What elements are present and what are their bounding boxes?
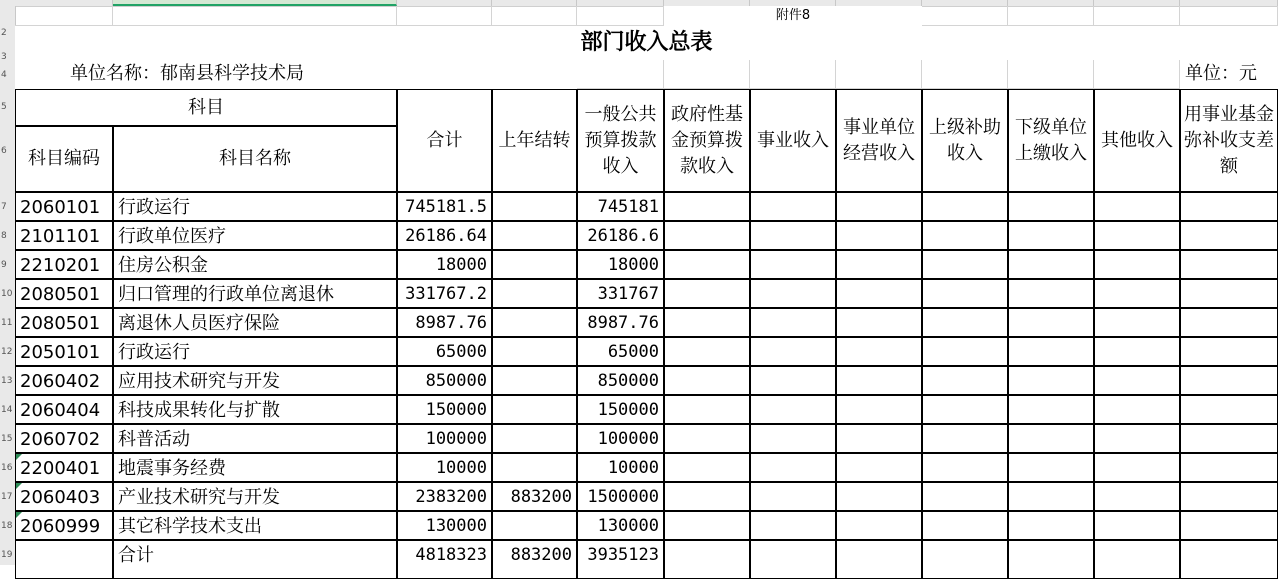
- empty-cell[interactable]: [1094, 395, 1180, 424]
- empty-cell[interactable]: [1094, 540, 1180, 579]
- header-other-income[interactable]: 其他收入: [1094, 89, 1180, 192]
- amount-cell-general[interactable]: 65000: [577, 337, 664, 366]
- amount-cell-general[interactable]: 331767: [577, 279, 664, 308]
- subject-name-cell[interactable]: 行政单位医疗: [113, 221, 397, 250]
- row-number[interactable]: 15: [1, 434, 13, 444]
- empty-cell[interactable]: [1094, 453, 1180, 482]
- subject-code-cell[interactable]: 2060702: [15, 424, 113, 453]
- subject-code-cell[interactable]: 2210201: [15, 250, 113, 279]
- row-number[interactable]: 4: [1, 70, 7, 80]
- empty-cell[interactable]: [1094, 221, 1180, 250]
- empty-cell[interactable]: [1180, 482, 1278, 511]
- subject-code-cell[interactable]: 2060101: [15, 192, 113, 221]
- empty-cell[interactable]: [750, 279, 836, 308]
- unit-name: 单位名称：郁南县科学技术局: [15, 60, 577, 89]
- header-carryover[interactable]: 上年结转: [492, 89, 577, 192]
- grid-cell[interactable]: [1094, 6, 1180, 26]
- empty-cell[interactable]: [1008, 482, 1094, 511]
- empty-cell[interactable]: [1180, 366, 1278, 395]
- empty-cell[interactable]: [922, 221, 1008, 250]
- empty-cell[interactable]: [836, 511, 922, 540]
- amount-cell-total[interactable]: 100000: [397, 424, 492, 453]
- subject-name-cell[interactable]: 行政运行: [113, 337, 397, 366]
- empty-cell[interactable]: [1180, 395, 1278, 424]
- header-fund-cover[interactable]: 用事业基金弥补收支差额: [1180, 89, 1278, 192]
- amount-cell-general[interactable]: 1500000: [577, 482, 664, 511]
- header-subject-name[interactable]: 科目名称: [113, 126, 397, 192]
- amount-cell-carry[interactable]: [492, 453, 577, 482]
- amount-cell-general[interactable]: 18000: [577, 250, 664, 279]
- amount-cell-carry[interactable]: [492, 221, 577, 250]
- unit-label: 单位：元: [1180, 60, 1278, 89]
- empty-cell[interactable]: [750, 366, 836, 395]
- empty-cell[interactable]: [922, 192, 1008, 221]
- grid-cell[interactable]: [1008, 60, 1094, 89]
- empty-cell[interactable]: [922, 453, 1008, 482]
- subject-name-cell[interactable]: 行政运行: [113, 192, 397, 221]
- empty-cell[interactable]: [1008, 366, 1094, 395]
- grid-cell[interactable]: [750, 60, 836, 89]
- empty-cell[interactable]: [1180, 453, 1278, 482]
- empty-cell[interactable]: [664, 192, 750, 221]
- total-cell-general[interactable]: 3935123: [577, 540, 664, 579]
- empty-cell[interactable]: [1180, 337, 1278, 366]
- empty-cell[interactable]: [1008, 221, 1094, 250]
- empty-cell[interactable]: [664, 395, 750, 424]
- empty-cell[interactable]: [1094, 511, 1180, 540]
- amount-cell-general[interactable]: 150000: [577, 395, 664, 424]
- subject-name-cell[interactable]: 离退休人员医疗保险: [113, 308, 397, 337]
- comment-marker-icon: [16, 454, 22, 460]
- subject-name-cell[interactable]: 产业技术研究与开发: [113, 482, 397, 511]
- grid-cell[interactable]: [397, 6, 492, 26]
- amount-cell-total[interactable]: 745181.5: [397, 192, 492, 221]
- subject-code-cell[interactable]: 2080501: [15, 279, 113, 308]
- amount-cell-carry[interactable]: [492, 337, 577, 366]
- amount-cell-total[interactable]: 18000: [397, 250, 492, 279]
- empty-cell[interactable]: [664, 279, 750, 308]
- grid-cell[interactable]: [1008, 6, 1094, 26]
- amount-cell-carry[interactable]: [492, 511, 577, 540]
- empty-cell[interactable]: [1008, 279, 1094, 308]
- empty-cell[interactable]: [750, 453, 836, 482]
- empty-cell[interactable]: [836, 221, 922, 250]
- header-upper-subsidy[interactable]: 上级补助收入: [922, 89, 1008, 192]
- subject-name-cell[interactable]: 归口管理的行政单位离退休: [113, 279, 397, 308]
- amount-cell-carry[interactable]: [492, 424, 577, 453]
- subject-name-cell[interactable]: 住房公积金: [113, 250, 397, 279]
- grid-cell[interactable]: [922, 6, 1008, 26]
- empty-cell[interactable]: [750, 424, 836, 453]
- grid-cell[interactable]: [577, 60, 664, 89]
- empty-cell[interactable]: [922, 395, 1008, 424]
- empty-cell[interactable]: [1008, 540, 1094, 579]
- grid-cell[interactable]: [492, 6, 577, 26]
- empty-cell[interactable]: [1094, 337, 1180, 366]
- subject-code-cell[interactable]: 2200401: [15, 453, 113, 482]
- comment-marker-icon: [16, 483, 22, 489]
- empty-cell[interactable]: [750, 192, 836, 221]
- grid-cell[interactable]: [836, 60, 922, 89]
- amount-cell-carry[interactable]: 883200: [492, 482, 577, 511]
- empty-cell[interactable]: [664, 308, 750, 337]
- empty-cell[interactable]: [1180, 424, 1278, 453]
- empty-cell[interactable]: [836, 337, 922, 366]
- subject-code-cell[interactable]: 2060999: [15, 511, 113, 540]
- header-general-budget[interactable]: 一般公共预算拨款收入: [577, 89, 664, 192]
- empty-cell[interactable]: [1008, 395, 1094, 424]
- empty-cell[interactable]: [1180, 511, 1278, 540]
- amount-cell-general[interactable]: 745181: [577, 192, 664, 221]
- amount-cell-total[interactable]: 65000: [397, 337, 492, 366]
- empty-cell[interactable]: [664, 250, 750, 279]
- empty-cell[interactable]: [1180, 308, 1278, 337]
- empty-cell[interactable]: [1180, 540, 1278, 579]
- empty-cell[interactable]: [664, 221, 750, 250]
- empty-cell[interactable]: [922, 337, 1008, 366]
- comment-marker-icon: [16, 512, 22, 518]
- grid-cell[interactable]: [1180, 6, 1278, 26]
- row-number[interactable]: 9: [1, 260, 7, 270]
- empty-cell[interactable]: [664, 540, 750, 579]
- amount-cell-general[interactable]: 26186.6: [577, 221, 664, 250]
- amount-cell-general[interactable]: 130000: [577, 511, 664, 540]
- amount-cell-total[interactable]: 2383200: [397, 482, 492, 511]
- total-label[interactable]: 合计: [113, 540, 397, 579]
- empty-cell[interactable]: [836, 250, 922, 279]
- subject-name-cell[interactable]: 地震事务经费: [113, 453, 397, 482]
- header-operating-income[interactable]: 事业单位经营收入: [836, 89, 922, 192]
- empty-cell[interactable]: [750, 482, 836, 511]
- amount-cell-total[interactable]: 8987.76: [397, 308, 492, 337]
- header-subject-code[interactable]: 科目编码: [15, 126, 113, 192]
- header-business-income[interactable]: 事业收入: [750, 89, 836, 192]
- total-cell-total[interactable]: 4818323: [397, 540, 492, 579]
- subject-code-cell[interactable]: 2060403: [15, 482, 113, 511]
- subject-code-cell[interactable]: 2101101: [15, 221, 113, 250]
- empty-cell[interactable]: [836, 395, 922, 424]
- empty-cell[interactable]: [1094, 308, 1180, 337]
- amount-cell-total[interactable]: 26186.64: [397, 221, 492, 250]
- subject-code-cell[interactable]: 2050101: [15, 337, 113, 366]
- empty-cell[interactable]: [922, 424, 1008, 453]
- annex-label: 附件8: [664, 6, 922, 26]
- amount-cell-carry[interactable]: [492, 366, 577, 395]
- empty-cell[interactable]: [1008, 511, 1094, 540]
- empty-cell[interactable]: [922, 250, 1008, 279]
- empty-cell[interactable]: [750, 540, 836, 579]
- empty-cell[interactable]: [922, 366, 1008, 395]
- amount-cell-carry[interactable]: [492, 192, 577, 221]
- subject-name-cell[interactable]: 科普活动: [113, 424, 397, 453]
- amount-cell-general[interactable]: 850000: [577, 366, 664, 395]
- amount-cell-general[interactable]: 10000: [577, 453, 664, 482]
- amount-cell-carry[interactable]: [492, 395, 577, 424]
- amount-cell-total[interactable]: 331767.2: [397, 279, 492, 308]
- empty-cell[interactable]: [664, 453, 750, 482]
- row-number[interactable]: 10: [1, 289, 13, 299]
- amount-cell-carry[interactable]: [492, 308, 577, 337]
- empty-cell[interactable]: [1008, 453, 1094, 482]
- header-gov-fund[interactable]: 政府性基金预算拨款收入: [664, 89, 750, 192]
- empty-cell[interactable]: [664, 337, 750, 366]
- grid-cell[interactable]: [15, 6, 113, 26]
- subject-code-cell[interactable]: 2060402: [15, 366, 113, 395]
- empty-cell[interactable]: [750, 337, 836, 366]
- total-cell-carry[interactable]: 883200: [492, 540, 577, 579]
- row-number[interactable]: 12: [1, 347, 13, 357]
- amount-cell-carry[interactable]: [492, 279, 577, 308]
- amount-cell-total[interactable]: 130000: [397, 511, 492, 540]
- empty-cell[interactable]: [836, 192, 922, 221]
- subject-name-cell[interactable]: 科技成果转化与扩散: [113, 395, 397, 424]
- empty-cell[interactable]: [1094, 279, 1180, 308]
- empty-cell[interactable]: [750, 308, 836, 337]
- amount-cell-total[interactable]: 10000: [397, 453, 492, 482]
- empty-cell[interactable]: [836, 424, 922, 453]
- empty-cell[interactable]: [1094, 192, 1180, 221]
- empty-cell[interactable]: [664, 424, 750, 453]
- grid-cell[interactable]: [1094, 60, 1180, 89]
- row-number[interactable]: 2: [1, 28, 7, 38]
- empty-cell[interactable]: [750, 511, 836, 540]
- amount-cell-general[interactable]: 8987.76: [577, 308, 664, 337]
- row-number[interactable]: 13: [1, 376, 13, 386]
- grid-cell[interactable]: [922, 60, 1008, 89]
- subject-code-cell[interactable]: 2060404: [15, 395, 113, 424]
- empty-cell[interactable]: [836, 366, 922, 395]
- header-lower-remit[interactable]: 下级单位上缴收入: [1008, 89, 1094, 192]
- empty-cell[interactable]: [922, 279, 1008, 308]
- row-number[interactable]: 11: [1, 318, 13, 328]
- row-number[interactable]: 17: [1, 492, 13, 502]
- amount-cell-general[interactable]: 100000: [577, 424, 664, 453]
- empty-cell[interactable]: [1094, 366, 1180, 395]
- subject-code-cell[interactable]: 2080501: [15, 308, 113, 337]
- row-number[interactable]: 14: [1, 405, 13, 415]
- empty-cell[interactable]: [836, 308, 922, 337]
- empty-cell[interactable]: [922, 511, 1008, 540]
- row-number[interactable]: 19: [1, 550, 13, 560]
- empty-cell[interactable]: [750, 250, 836, 279]
- empty-cell[interactable]: [836, 279, 922, 308]
- empty-cell[interactable]: [1008, 192, 1094, 221]
- empty-cell[interactable]: [1180, 250, 1278, 279]
- empty-cell[interactable]: [664, 482, 750, 511]
- row-number[interactable]: 6: [1, 146, 7, 156]
- empty-cell[interactable]: [1008, 250, 1094, 279]
- row-number[interactable]: 16: [1, 463, 13, 473]
- empty-cell[interactable]: [1008, 337, 1094, 366]
- empty-cell[interactable]: [1180, 192, 1278, 221]
- empty-cell[interactable]: [1180, 279, 1278, 308]
- subject-name-cell[interactable]: 其它科学技术支出: [113, 511, 397, 540]
- empty-cell[interactable]: [664, 366, 750, 395]
- empty-cell[interactable]: [922, 540, 1008, 579]
- empty-cell[interactable]: [1094, 250, 1180, 279]
- empty-cell[interactable]: [1008, 308, 1094, 337]
- empty-cell[interactable]: [836, 453, 922, 482]
- empty-cell[interactable]: [750, 221, 836, 250]
- grid-cell[interactable]: [577, 6, 664, 26]
- header-total[interactable]: 合计: [397, 89, 492, 192]
- row-number[interactable]: 5: [1, 102, 7, 112]
- empty-cell[interactable]: [1180, 221, 1278, 250]
- header-subject[interactable]: 科目: [15, 89, 397, 126]
- total-code-cell[interactable]: [15, 540, 113, 579]
- grid-cell[interactable]: [113, 6, 397, 26]
- subject-name-cell[interactable]: 应用技术研究与开发: [113, 366, 397, 395]
- grid-cell[interactable]: [664, 60, 750, 89]
- empty-cell[interactable]: [1094, 424, 1180, 453]
- row-number[interactable]: 7: [1, 202, 7, 212]
- empty-cell[interactable]: [836, 540, 922, 579]
- empty-cell[interactable]: [922, 482, 1008, 511]
- row-number[interactable]: 3: [1, 52, 7, 62]
- empty-cell[interactable]: [1094, 482, 1180, 511]
- amount-cell-total[interactable]: 150000: [397, 395, 492, 424]
- amount-cell-total[interactable]: 850000: [397, 366, 492, 395]
- empty-cell[interactable]: [750, 395, 836, 424]
- empty-cell[interactable]: [836, 482, 922, 511]
- row-header-bar: [0, 6, 16, 565]
- amount-cell-carry[interactable]: [492, 250, 577, 279]
- empty-cell[interactable]: [664, 511, 750, 540]
- page-title: 部门收入总表: [15, 26, 1278, 60]
- empty-cell[interactable]: [1008, 424, 1094, 453]
- row-number[interactable]: 18: [1, 521, 13, 531]
- empty-cell[interactable]: [922, 308, 1008, 337]
- row-number[interactable]: 8: [1, 231, 7, 241]
